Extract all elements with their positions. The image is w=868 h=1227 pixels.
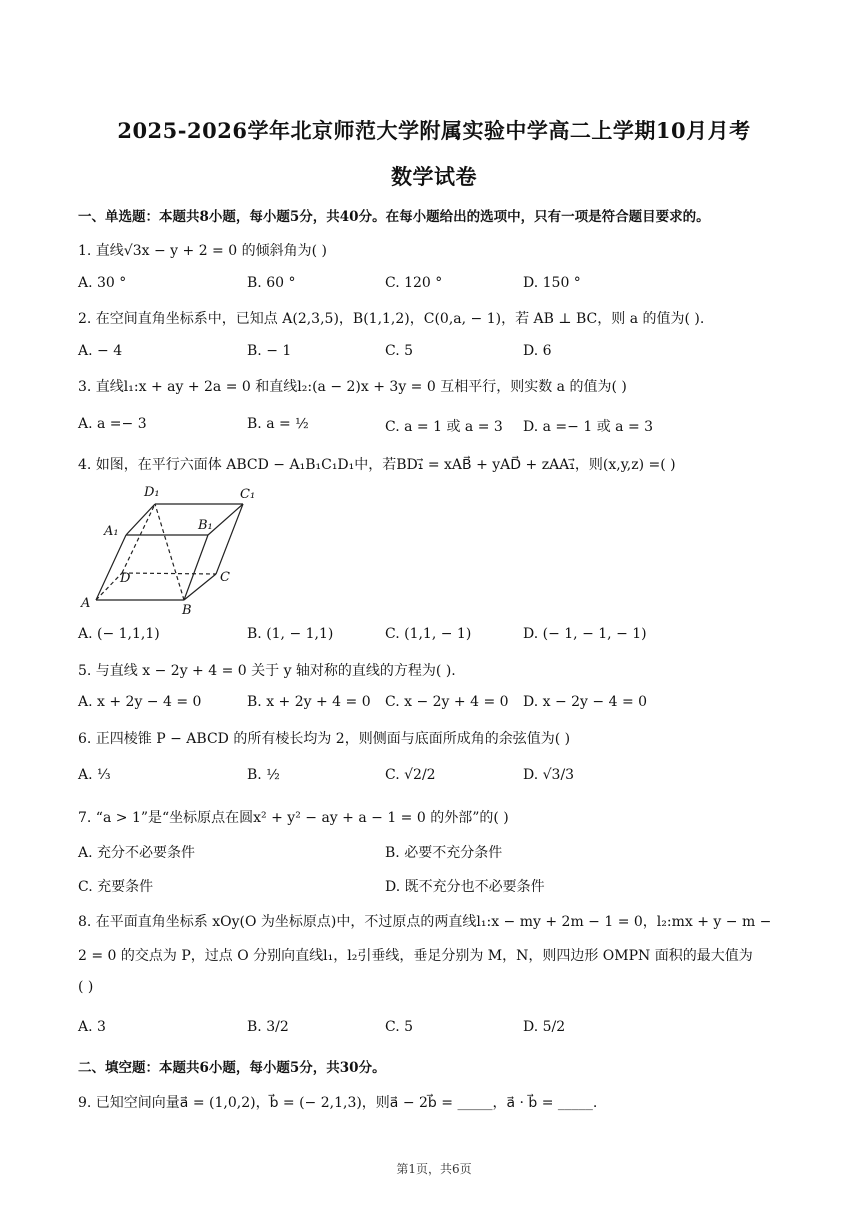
option-d: D. (− 1, − 1, − 1) [523,626,647,642]
option-b: B. 必要不充分条件 [385,845,503,861]
edge-b1c1 [208,504,243,535]
question-9-stem: 9. 已知空间向量a⃗ = (1,0,2)，b⃗ = (− 2,1,3)，则a⃗ − 2b⃗ = _____，a⃗ · b⃗ = _____. [78,1095,598,1111]
question-3-options [78,416,798,436]
option-a: A. 充分不必要条件 [78,845,196,861]
option-b: B. a = ½ [247,416,309,432]
question-1-options [78,275,798,295]
option-c: C. 充要条件 [78,879,154,895]
question-7-stem: 7. “a > 1”是“坐标原点在圆x² + y² − ay + a − 1 = 0 的外部”的( ) [78,810,509,826]
option-d: D. 6 [523,343,552,359]
label-b: B [182,603,192,618]
question-1-stem: 1. 直线√3x − y + 2 = 0 的倾斜角为( ) [78,243,327,259]
label-a1: A₁ [104,524,119,539]
option-b: B. (1, − 1,1) [247,626,334,642]
exam-subtitle: 数学试卷 [391,164,477,189]
question-7-options-row2 [78,876,798,896]
question-6-options [78,767,798,787]
edge-aa1 [96,535,126,600]
question-7-options-row1 [78,842,798,862]
option-a: A. (− 1,1,1) [78,626,160,642]
label-c1: C₁ [240,487,256,502]
option-c: C. a = 1 或 a = 3 [385,419,503,435]
parallelepiped-figure [78,478,268,618]
option-c: C. (1,1, − 1) [385,626,472,642]
option-d: D. 5/2 [523,1019,566,1035]
question-8-stem-line1: 8. 在平面直角坐标系 xOy(O 为坐标原点)中，不过原点的两直线l₁:x − my + 2m − 1 = 0，l₂:mx + y − m − [78,914,772,930]
label-a: A [81,596,91,611]
option-a: A. a =− 3 [78,416,147,432]
exam-title: 2025-2026学年北京师范大学附属实验中学高二上学期10月月考 [117,118,751,143]
question-8-stem-line3: ( ) [78,979,94,995]
question-8-stem-line2: 2 = 0 的交点为 P，过点 O 分别向直线l₁，l₂引垂线，垂足分别为 M，N，则四边形 OMPN 面积的最大值为 [78,948,753,964]
question-4-stem: 4. 如图，在平行六面体 ABCD − A₁B₁C₁D₁中，若BD₁⃗ = xAB⃗ + yAD⃗ + zAA₁⃗，则(x,y,z) =( ) [78,457,676,473]
label-c: C [220,570,230,585]
question-5-stem: 5. 与直线 x − 2y + 4 = 0 关于 y 轴对称的直线的方程为( ). [78,663,456,679]
option-d: D. x − 2y − 4 = 0 [523,694,648,710]
edge-bd1 [155,504,184,600]
edge-a1d1 [126,504,155,535]
label-b1: B₁ [198,518,213,533]
edge-cc1 [216,504,243,574]
option-b: B. x + 2y + 4 = 0 [247,694,371,710]
question-6-stem: 6. 正四棱锥 P − ABCD 的所有棱长均为 2，则侧面与底面所成角的余弦值为( ) [78,731,571,747]
edge-dd1 [122,504,155,573]
option-a: A. 3 [78,1019,106,1035]
option-c: C. 5 [385,343,414,359]
option-a: A. 30 ° [78,275,127,291]
question-2-options [78,343,798,363]
option-b: B. − 1 [247,343,292,359]
question-3-stem: 3. 直线l₁:x + ay + 2a = 0 和直线l₂:(a − 2)x + 3y = 0 互相平行，则实数 a 的值为( ) [78,379,627,395]
label-d1: D₁ [144,485,160,500]
option-a: A. x + 2y − 4 = 0 [78,694,202,710]
question-4-options [78,626,798,646]
section1-heading: 一、单选题：本题共8小题，每小题5分，共40分。在每小题给出的选项中，只有一项是符合题目要求的。 [78,209,710,225]
section2-heading: 二、填空题：本题共6小题，每小题5分，共30分。 [78,1060,386,1076]
question-2-stem: 2. 在空间直角坐标系中，已知点 A(2,3,5)，B(1,1,2)，C(0,a, − 1)，若 AB ⊥ BC，则 a 的值为( ). [78,311,705,327]
option-d: D. 既不充分也不必要条件 [385,879,545,895]
option-d: D. a =− 1 或 a = 3 [523,419,654,435]
option-c: C. 120 ° [385,275,443,291]
edge-ad [96,573,122,600]
option-c: C. 5 [385,1019,414,1035]
option-b: B. 60 ° [247,275,296,291]
option-d: D. √3/3 [523,767,575,783]
option-b: B. 3/2 [247,1019,289,1035]
option-a: A. − 4 [78,343,123,359]
option-a: A. ⅓ [78,767,111,783]
page-footer: 第1页，共6页 [396,1162,472,1176]
edge-dc [122,573,216,574]
option-d: D. 150 ° [523,275,581,291]
label-d: D [120,571,131,586]
question-8-options [78,1019,798,1039]
option-c: C. √2/2 [385,767,436,783]
question-5-options [78,694,798,714]
option-c: C. x − 2y + 4 = 0 [385,694,509,710]
option-b: B. ½ [247,767,280,783]
